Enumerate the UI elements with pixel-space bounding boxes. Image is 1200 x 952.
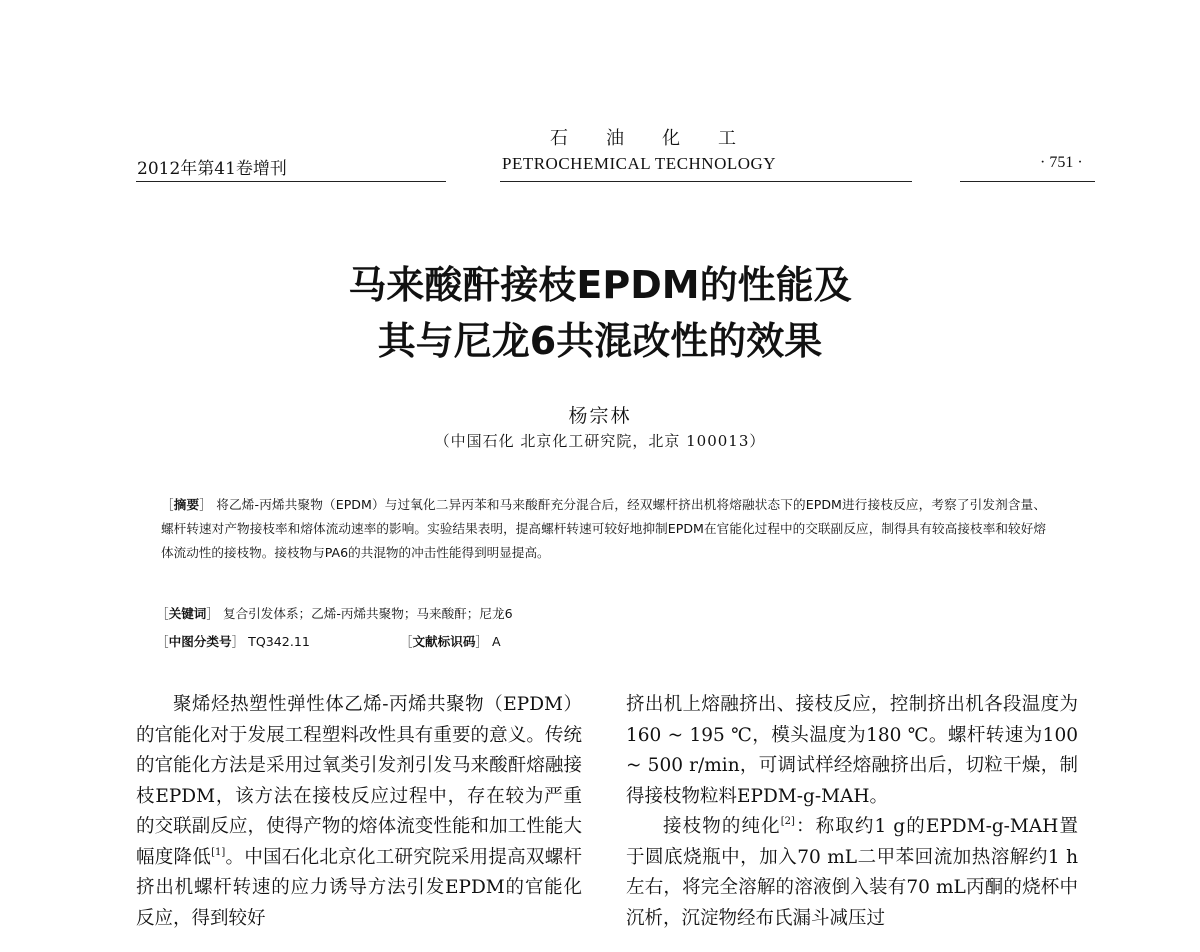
clc-value: TQ342.11 — [248, 634, 310, 649]
keywords-text: 复合引发体系；乙烯-丙烯共聚物；马来酸酐；尼龙6 — [222, 606, 513, 621]
abstract: ［摘要］ 将乙烯-丙烯共聚物（EPDM）与过氧化二异丙苯和马来酸酐充分混合后，经双螺杆挤出机将熔融状态下的EPDM进行接枝反应，考察了引发剂含量、螺杆转速对产物接枝率和熔体流动速率的影响。实验结果表明，提高螺杆转速可较好地抑制EPDM在官能化过程中的交联副反应，制得具有较高接枝率和较好熔体流动性的接枝物。接枝物与PA6的共混物的冲击性能得到明显提高。 — [161, 497, 1047, 560]
body-paragraph: 聚烯烃热塑性弹性体乙烯-丙烯共聚物（EPDM）的官能化对于发展工程塑料改性具有重要的意义。传统的官能化方法是采用过氧类引发剂引发马来酸酐熔融接枝EPDM，该方法在接枝反应过程中，存在较为严重的交联副反应，使得产物的熔体流变性能和加工性能大幅度降低[1]。中国石化北京化工研究院采用提高双螺杆挤出机螺杆转速的应力诱导方法引发EPDM的官能化反应，得到较好 — [136, 694, 582, 929]
title-line-2: 其与尼龙6共混改性的效果 — [377, 319, 823, 363]
abstract-label: 摘要 — [173, 497, 200, 512]
doc-code-value: A — [492, 634, 501, 649]
header-rule-right — [960, 181, 1095, 182]
keywords-label: 关键词 — [168, 606, 207, 621]
doc-code-label: 文献标识码 — [412, 634, 476, 649]
header-rule-left — [136, 181, 446, 182]
body-paragraph: 挤出机上熔融挤出、接枝反应，控制挤出机各段温度为160 ~ 195 ℃，模头温度为180 ℃。螺杆转速为100 ~ 500 r/min，可调试样经熔融挤出后，切粒干燥，制得接枝物粒料EPDM-g-MAH。 — [626, 694, 1078, 807]
issue-info: 2012年第41卷增刊 — [137, 159, 287, 179]
body-column-right — [626, 690, 1078, 934]
classification: ［中图分类号］ TQ342.11 ［文献标识码］ A — [156, 634, 501, 649]
clc-label: 中图分类号 — [168, 634, 232, 649]
keywords: ［关键词］ 复合引发体系；乙烯-丙烯共聚物；马来酸酐；尼龙6 — [156, 606, 513, 621]
body-paragraph: 接枝物的纯化[2]：称取约1 g的EPDM-g-MAH置于圆底烧瓶中，加入70 mL二甲苯回流加热溶解约1 h左右，将完全溶解的溶液倒入装有70 mL丙酮的烧杯中沉析，沉淀物经布氏漏斗减压过 — [626, 816, 1078, 929]
abstract-text: 将乙烯-丙烯共聚物（EPDM）与过氧化二异丙苯和马来酸酐充分混合后，经双螺杆挤出机将熔融状态下的EPDM进行接枝反应，考察了引发剂含量、螺杆转速对产物接枝率和熔体流动速率的影响。实验结果表明，提高螺杆转速可较好地抑制EPDM在官能化过程中的交联副反应，制得具有较高接枝率和较好熔体流动性的接枝物。接枝物与PA6的共混物的冲击性能得到明显提高。 — [161, 497, 1047, 560]
page-number: · 751 · — [1040, 154, 1083, 171]
journal-name-cn: 石油化工 — [550, 128, 774, 149]
title-line-1: 马来酸酐接枝EPDM的性能及 — [348, 263, 852, 307]
header-rule-middle — [500, 181, 912, 182]
citation: [2] — [780, 816, 795, 827]
author-name: 杨宗林 — [568, 405, 632, 427]
article-title — [0, 257, 1200, 369]
body-column-left — [136, 690, 582, 934]
journal-name-en: PETROCHEMICAL TECHNOLOGY — [502, 154, 777, 173]
citation: [1] — [211, 846, 226, 858]
affiliation: （中国石化 北京化工研究院，北京 100013） — [434, 432, 766, 450]
